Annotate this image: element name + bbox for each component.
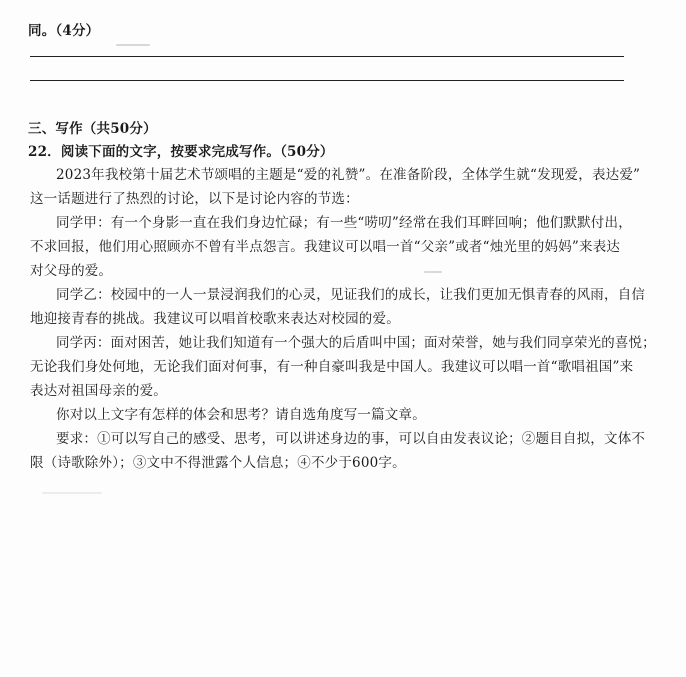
question-prompt: 22．阅读下面的文字，按要求完成写作。（50分） [28, 144, 334, 160]
previous-question-fragment: 同。（4分） [28, 23, 100, 39]
writing-task: 你对以上文字有怎样的体会和思考？请自选角度写一篇文章。 [56, 407, 426, 423]
student-a-line-1: 同学甲：有一个身影一直在我们身边忙碌；有一些“唠叨”经常在我们耳畔回响；他们默默付出， [56, 215, 632, 231]
answer-line-2 [30, 80, 624, 81]
answer-line-1 [30, 56, 624, 57]
requirements-line-1: 要求：①可以写自己的感受、思考，可以讲述身边的事，可以自由发表议论；②题目自拟，文体不 [56, 431, 646, 447]
intro-line-2: 这一话题进行了热烈的讨论，以下是讨论内容的节选： [30, 191, 359, 207]
requirements-line-2: 限（诗歌除外）；③文中不得泄露个人信息；④不少于600字。 [30, 455, 406, 471]
student-c-line-1: 同学丙：面对困苦，她让我们知道有一个强大的后盾叫中国；面对荣誉，她与我们同享荣光的喜悦； [56, 335, 656, 351]
scan-smudge [424, 271, 442, 273]
student-b-line-1: 同学乙：校园中的一人一景浸润我们的心灵，见证我们的成长，让我们更加无惧青春的风雨，自信 [56, 287, 646, 303]
section-heading: 三、写作（共50分） [28, 121, 157, 137]
student-b-line-2: 地迎接青春的挑战。我建议可以唱首校歌来表达对校园的爱。 [30, 311, 400, 327]
student-a-line-2: 不求回报，他们用心照顾亦不曾有半点怨言。我建议可以唱一首“父亲”或者“烛光里的妈妈”来表达 [30, 239, 621, 255]
student-c-line-2: 无论我们身处何地，无论我们面对何事，有一种自豪叫我是中国人。我建议可以唱一首“歌唱祖国”来 [30, 359, 634, 375]
scan-smudge [116, 44, 150, 46]
intro-line-1: 2023年我校第十届艺术节颂唱的主题是“爱的礼赞”。在准备阶段，全体学生就“发现爱，表达爱” [56, 167, 641, 183]
student-a-line-3: 对父母的爱。 [30, 263, 113, 279]
scan-smudge [42, 492, 102, 494]
student-c-line-3: 表达对祖国母亲的爱。 [30, 383, 167, 399]
